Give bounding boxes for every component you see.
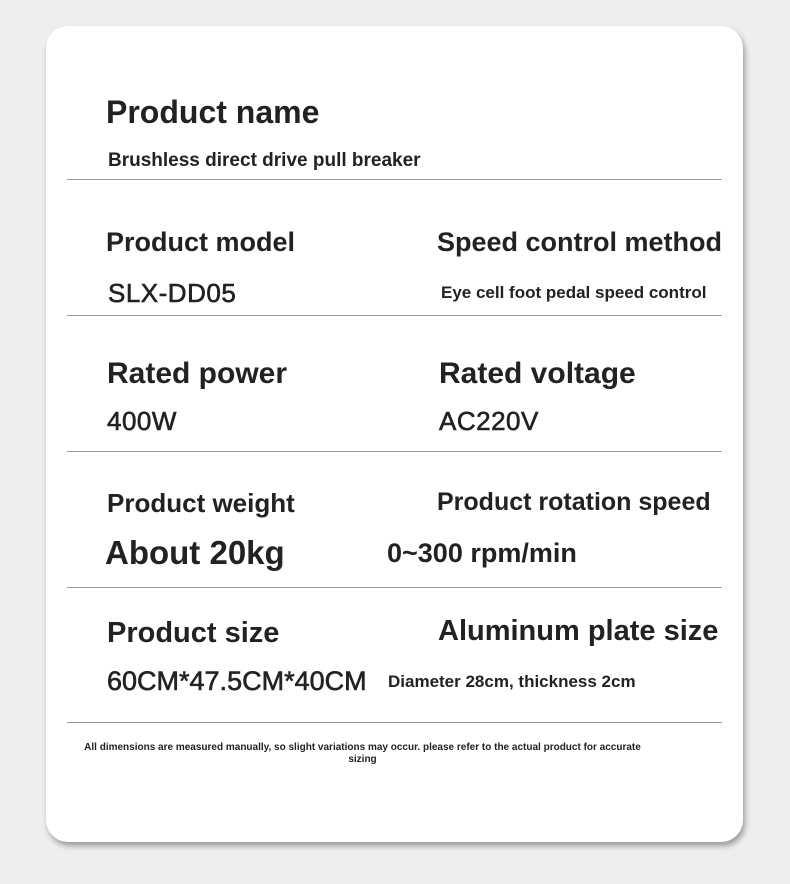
rotation-speed-label: Product rotation speed	[437, 488, 711, 516]
divider	[67, 722, 722, 723]
plate-size-value: Diameter 28cm, thickness 2cm	[388, 672, 636, 691]
product-size-value: 60CM*47.5CM*40CM	[107, 666, 367, 696]
product-name-value: Brushless direct drive pull breaker	[108, 150, 421, 171]
product-name-label: Product name	[106, 94, 320, 130]
product-weight-value: About 20kg	[105, 534, 285, 571]
rotation-speed-value: 0~300 rpm/min	[387, 538, 577, 568]
product-weight-label: Product weight	[107, 488, 295, 518]
product-size-label: Product size	[107, 617, 280, 649]
divider	[67, 587, 722, 588]
divider	[67, 179, 722, 180]
rated-power-value: 400W	[107, 406, 177, 436]
footnote: All dimensions are measured manually, so slight variations may occur. please refer to the actual product for accurate sizing	[84, 742, 641, 765]
rated-voltage-value: AC220V	[439, 406, 539, 436]
divider	[67, 315, 722, 316]
speed-control-label: Speed control method	[437, 227, 723, 257]
product-model-value: SLX-DD05	[108, 278, 237, 308]
plate-size-label: Aluminum plate size	[438, 615, 719, 647]
rated-voltage-label: Rated voltage	[439, 357, 636, 390]
rated-power-label: Rated power	[107, 357, 288, 390]
divider	[67, 451, 722, 452]
speed-control-value: Eye cell foot pedal speed control	[441, 283, 707, 302]
product-model-label: Product model	[106, 227, 296, 257]
